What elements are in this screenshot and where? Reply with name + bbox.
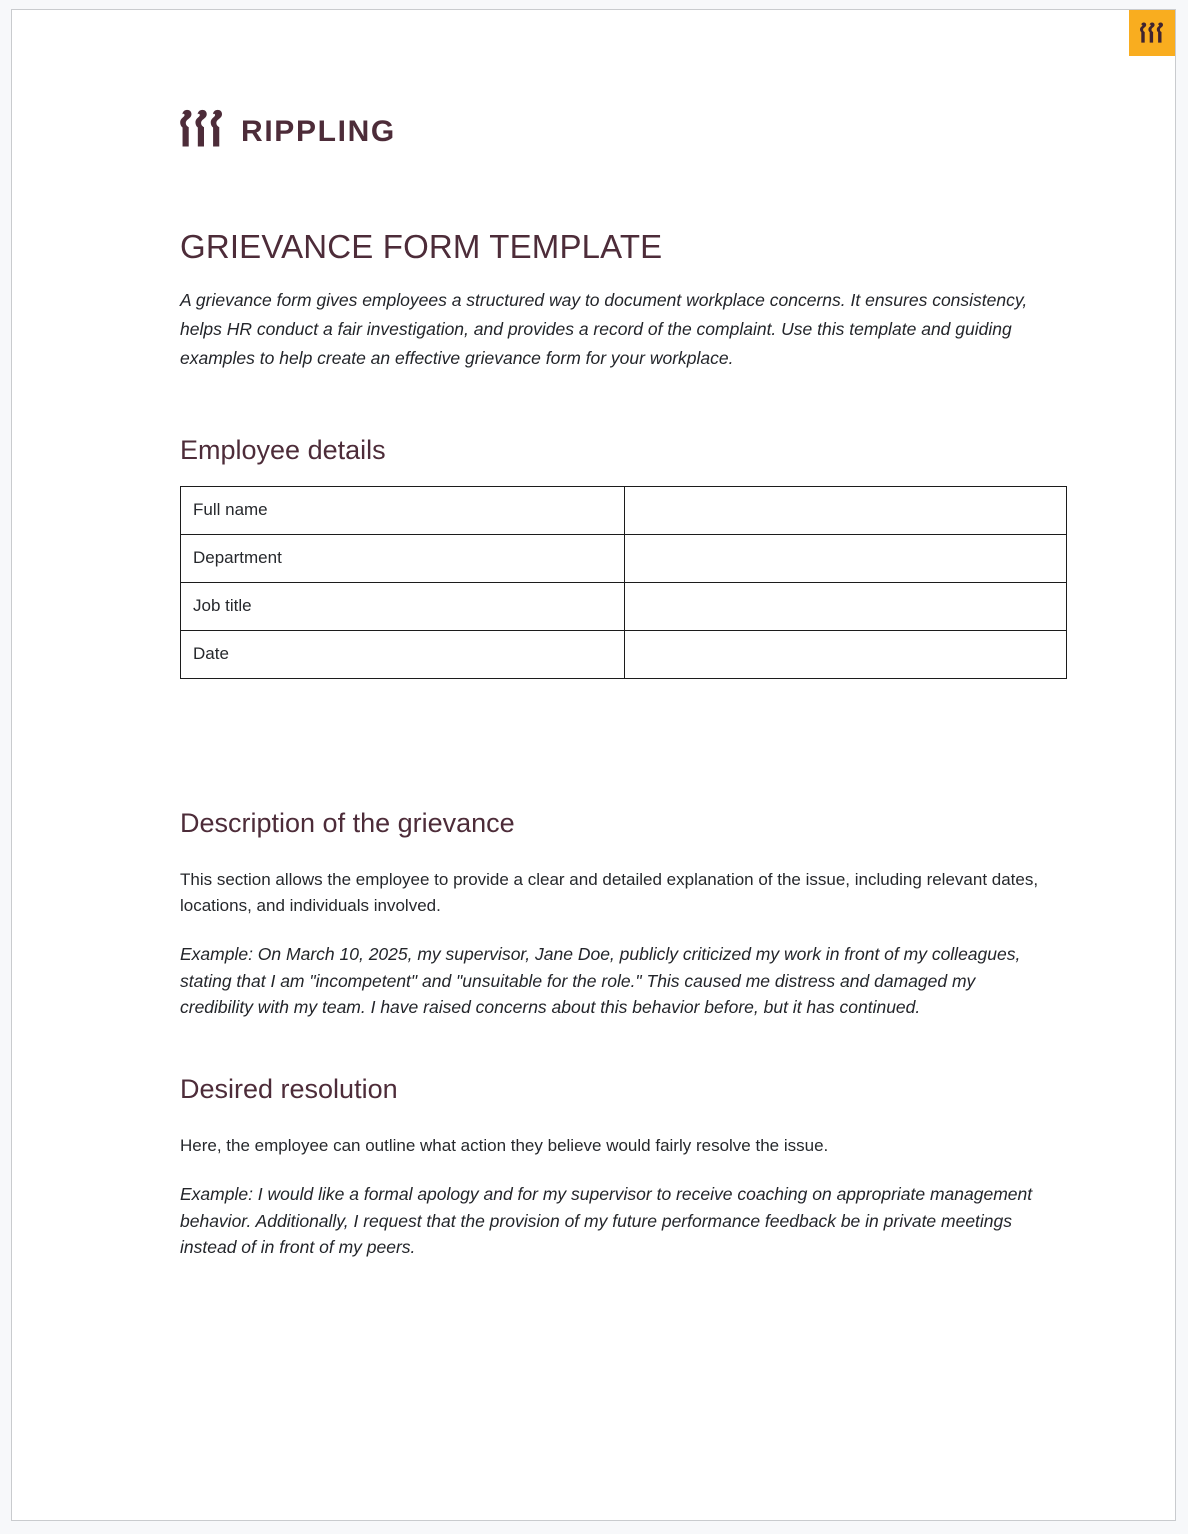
section-heading-description: Description of the grievance xyxy=(180,807,515,838)
resolution-example-text: Example: I would like a formal apology and for my supervisor to receive coaching on appropriate management behavior. Additionally, I request that the provision of my future performance feedback be in private meetings instead of in front of my peers. xyxy=(180,1184,1033,1258)
table-cell-label: Date xyxy=(181,630,625,678)
page-title: GRIEVANCE FORM TEMPLATE xyxy=(180,228,663,265)
resolution-body-text: Here, the employee can outline what action they believe would fairly resolve the issue. xyxy=(180,1136,829,1156)
table-row xyxy=(181,534,1067,582)
table-cell-value[interactable] xyxy=(625,534,1067,582)
table-row xyxy=(181,582,1067,630)
rippling-wordmark: RIPPLING xyxy=(241,114,396,148)
table-cell-value[interactable] xyxy=(625,486,1067,534)
table-cell-label: Job title xyxy=(181,582,625,630)
table-row xyxy=(181,486,1067,534)
rippling-wave-badge-icon xyxy=(1140,22,1164,44)
section-heading-resolution: Desired resolution xyxy=(180,1073,398,1104)
document-page xyxy=(11,9,1176,1521)
table-cell-value[interactable] xyxy=(625,582,1067,630)
description-body-text: This section allows the employee to provide a clear and detailed explanation of the issue, including relevant dates, locations, and individuals involved. xyxy=(180,870,1039,916)
table-cell-label: Department xyxy=(181,534,625,582)
table-cell-label: Full name xyxy=(181,486,625,534)
rippling-wave-icon xyxy=(180,109,224,154)
document-content xyxy=(180,228,1052,1261)
intro-paragraph: A grievance form gives employees a structured way to document workplace concerns. It ensures consistency, helps HR conduct a fair investigation, and provides a record of the complaint. Use this template and guiding examples to help create an effective grievance form for your workplace. xyxy=(180,289,1028,369)
table-cell-value[interactable] xyxy=(625,630,1067,678)
table-row xyxy=(181,630,1067,678)
description-example-text: Example: On March 10, 2025, my supervisor, Jane Doe, publicly criticized my work in front of my colleagues, stating that I am "incompetent" and "unsuitable for the role." This caused me distress and damaged my credibility with my team. I have raised concerns about this behavior before, but it has continued. xyxy=(180,944,1021,1018)
rippling-badge xyxy=(1129,10,1175,56)
section-heading-employee-details: Employee details xyxy=(180,434,386,465)
employee-details-table xyxy=(180,486,1067,679)
rippling-logo xyxy=(180,109,396,154)
